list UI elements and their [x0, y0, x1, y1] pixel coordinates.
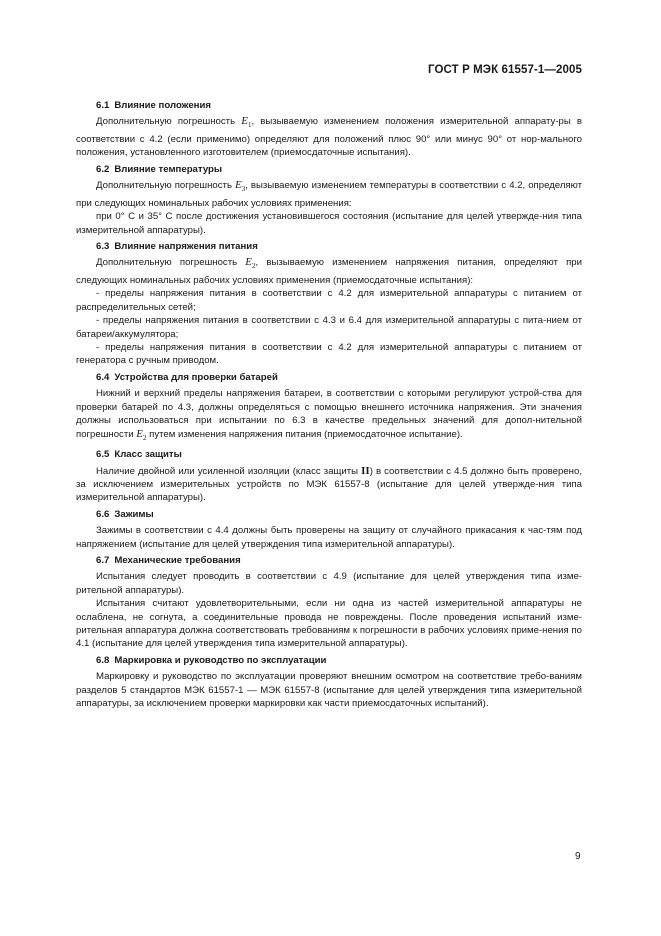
section-number: 6.6 [96, 508, 110, 520]
symbol-letter: E [234, 179, 242, 192]
page-number: 9 [575, 851, 581, 862]
protection-class-symbol: II [361, 464, 370, 477]
error-symbol [136, 428, 146, 440]
section-number: 6.1 [96, 100, 110, 111]
symbol-letter: E [245, 256, 253, 269]
text-run: , вызываемую изменением напряжения питания, определяют при следующих номинальных рабочих условиях применения (приемосдаточные испытания): [76, 257, 582, 287]
paragraph [76, 179, 582, 210]
section-heading [76, 654, 582, 667]
section-heading [76, 554, 582, 567]
section-title: Класс защиты [114, 449, 182, 461]
list-item: - пределы напряжения питания в соответствии с 4.3 и 6.4 для измерительной аппаратуры с пита-нием от батареи/аккумулятора; [76, 315, 582, 340]
paragraph: Испытания считают удовлетворительными, если ни одна из частей измерительной аппаратуры не ослаблена, не согнута, а соединительные провода не повреждены. После проведения испытаний изме-рительная аппаратура должна соответствовать требованиям к погрешности в рабочих условиях приме-нения по 4.1 (испытание для целей утверждения типа измерительной аппаратуры). [76, 598, 582, 650]
section-number: 6.5 [96, 449, 110, 461]
error-symbol [234, 179, 246, 194]
paragraph [76, 115, 582, 159]
paragraph: при 0° С и 35° С после достижения установившегося состояния (испытание для целей утвержде-ния типа измерительной аппаратуры). [76, 211, 582, 236]
section-title: Зажимы [114, 508, 154, 520]
text-run: Наличие двойной или усиленной изоляции (класс защиты [96, 465, 362, 477]
text-run: ) в соответствии с 4.5 должно быть проверено, за исключением измерительных устройств по МЭК 61557-8 (испытание для целей утвержде-ния типа измерительной аппаратуры). [76, 465, 582, 504]
symbol-letter: E [136, 427, 143, 440]
section-heading [76, 240, 582, 253]
text-run: Нижний и верхний пределы напряжения батареи, в соответствии с которыми регулируют устрой-ства для проверки батарей по 4.3, должны определяться с помощью внешнего источника напряжения. Эти значения должны использоваться при испытании по 6.3 в качестве предельных значений для допол-нительной погрешности [76, 388, 582, 440]
section-number: 6.8 [96, 654, 110, 666]
section-number: 6.4 [96, 371, 110, 383]
symbol-subscript: 2 [142, 433, 147, 442]
page-content [76, 96, 582, 711]
section-6-5 [76, 448, 582, 505]
paragraph: Испытания следует проводить в соответствии с 4.9 (испытание для целей утверждения типа изме-рительной аппаратуры). [76, 571, 582, 596]
paragraph: Зажимы в соответствии с 4.4 должны быть проверены на защиту от случайного прикасания к час-тям под напряжением (испытание для целей утверждения типа измерительной аппаратуры). [76, 525, 582, 550]
section-title: Механические требования [114, 554, 241, 566]
section-6-7 [76, 554, 582, 651]
section-heading [76, 99, 582, 112]
section-title: Влияние температуры [114, 163, 223, 175]
text-run: путем изменения напряжения питания (приемосдаточное испытание). [146, 428, 463, 440]
section-number: 6.2 [96, 163, 110, 175]
text-run: Дополнительную погрешность [96, 116, 242, 128]
section-heading [76, 371, 582, 384]
section-number: 6.7 [96, 554, 110, 566]
section-title: Устройства для проверки батарей [114, 371, 278, 383]
section-6-2 [76, 163, 582, 237]
section-number: 6.3 [96, 241, 110, 253]
symbol-subscript: 3 [241, 185, 246, 194]
list-item: - пределы напряжения питания в соответствии с 4.2 для измерительной аппаратуры с питанием от распределительных сетей; [76, 288, 582, 313]
section-6-3 [76, 240, 582, 368]
section-heading [76, 163, 582, 176]
section-title: Влияние положения [114, 100, 211, 111]
symbol-subscript: 1 [247, 121, 252, 130]
paragraph [76, 387, 582, 445]
section-title: Влияние напряжения питания [114, 241, 258, 253]
text-run: , вызываемую изменением положения измерительной аппарату-ры в соответствии с 4.2 (если применимо) определяют для положений плюс 90° или минус 90° от нор-мального положения, установленного изготовителем (приемосдаточные испытания). [76, 116, 582, 159]
section-title: Маркировка и руководство по эксплуатации [114, 654, 327, 666]
paragraph: Маркировку и руководство по эксплуатации проверяют внешним осмотром на соответствие требо-ваниям разделов 5 стандартов МЭК 61557-1 — МЭК 61557-8 (испытание для целей утверждения типа измерительной аппаратуры, за исключением проверки маркировки как части приемосдаточных испытаний). [76, 671, 582, 709]
section-6-8 [76, 654, 582, 711]
text-run: , вызываемую изменением температуры в соответствии с 4.2, определяют при следующих номинальных рабочих условиях применения: [76, 180, 582, 209]
section-6-4 [76, 371, 582, 445]
section-6-1 [76, 99, 582, 160]
error-symbol [241, 115, 252, 130]
text-run: Дополнительную погрешность [96, 180, 235, 192]
section-heading [76, 448, 582, 461]
error-symbol [245, 256, 256, 271]
paragraph [76, 256, 582, 287]
paragraph [76, 465, 582, 505]
symbol-subscript: 2 [252, 262, 256, 271]
text-run: Дополнительную погрешность [96, 257, 246, 269]
document-code-header: ГОСТ Р МЭК 61557-1—2005 [428, 64, 582, 76]
symbol-letter: E [241, 115, 248, 128]
list-item: - пределы напряжения питания в соответствии с 4.2 для измерительной аппаратуры с питанием от генератора с ручным приводом. [76, 342, 582, 367]
section-heading [76, 508, 582, 521]
section-6-6 [76, 508, 582, 551]
